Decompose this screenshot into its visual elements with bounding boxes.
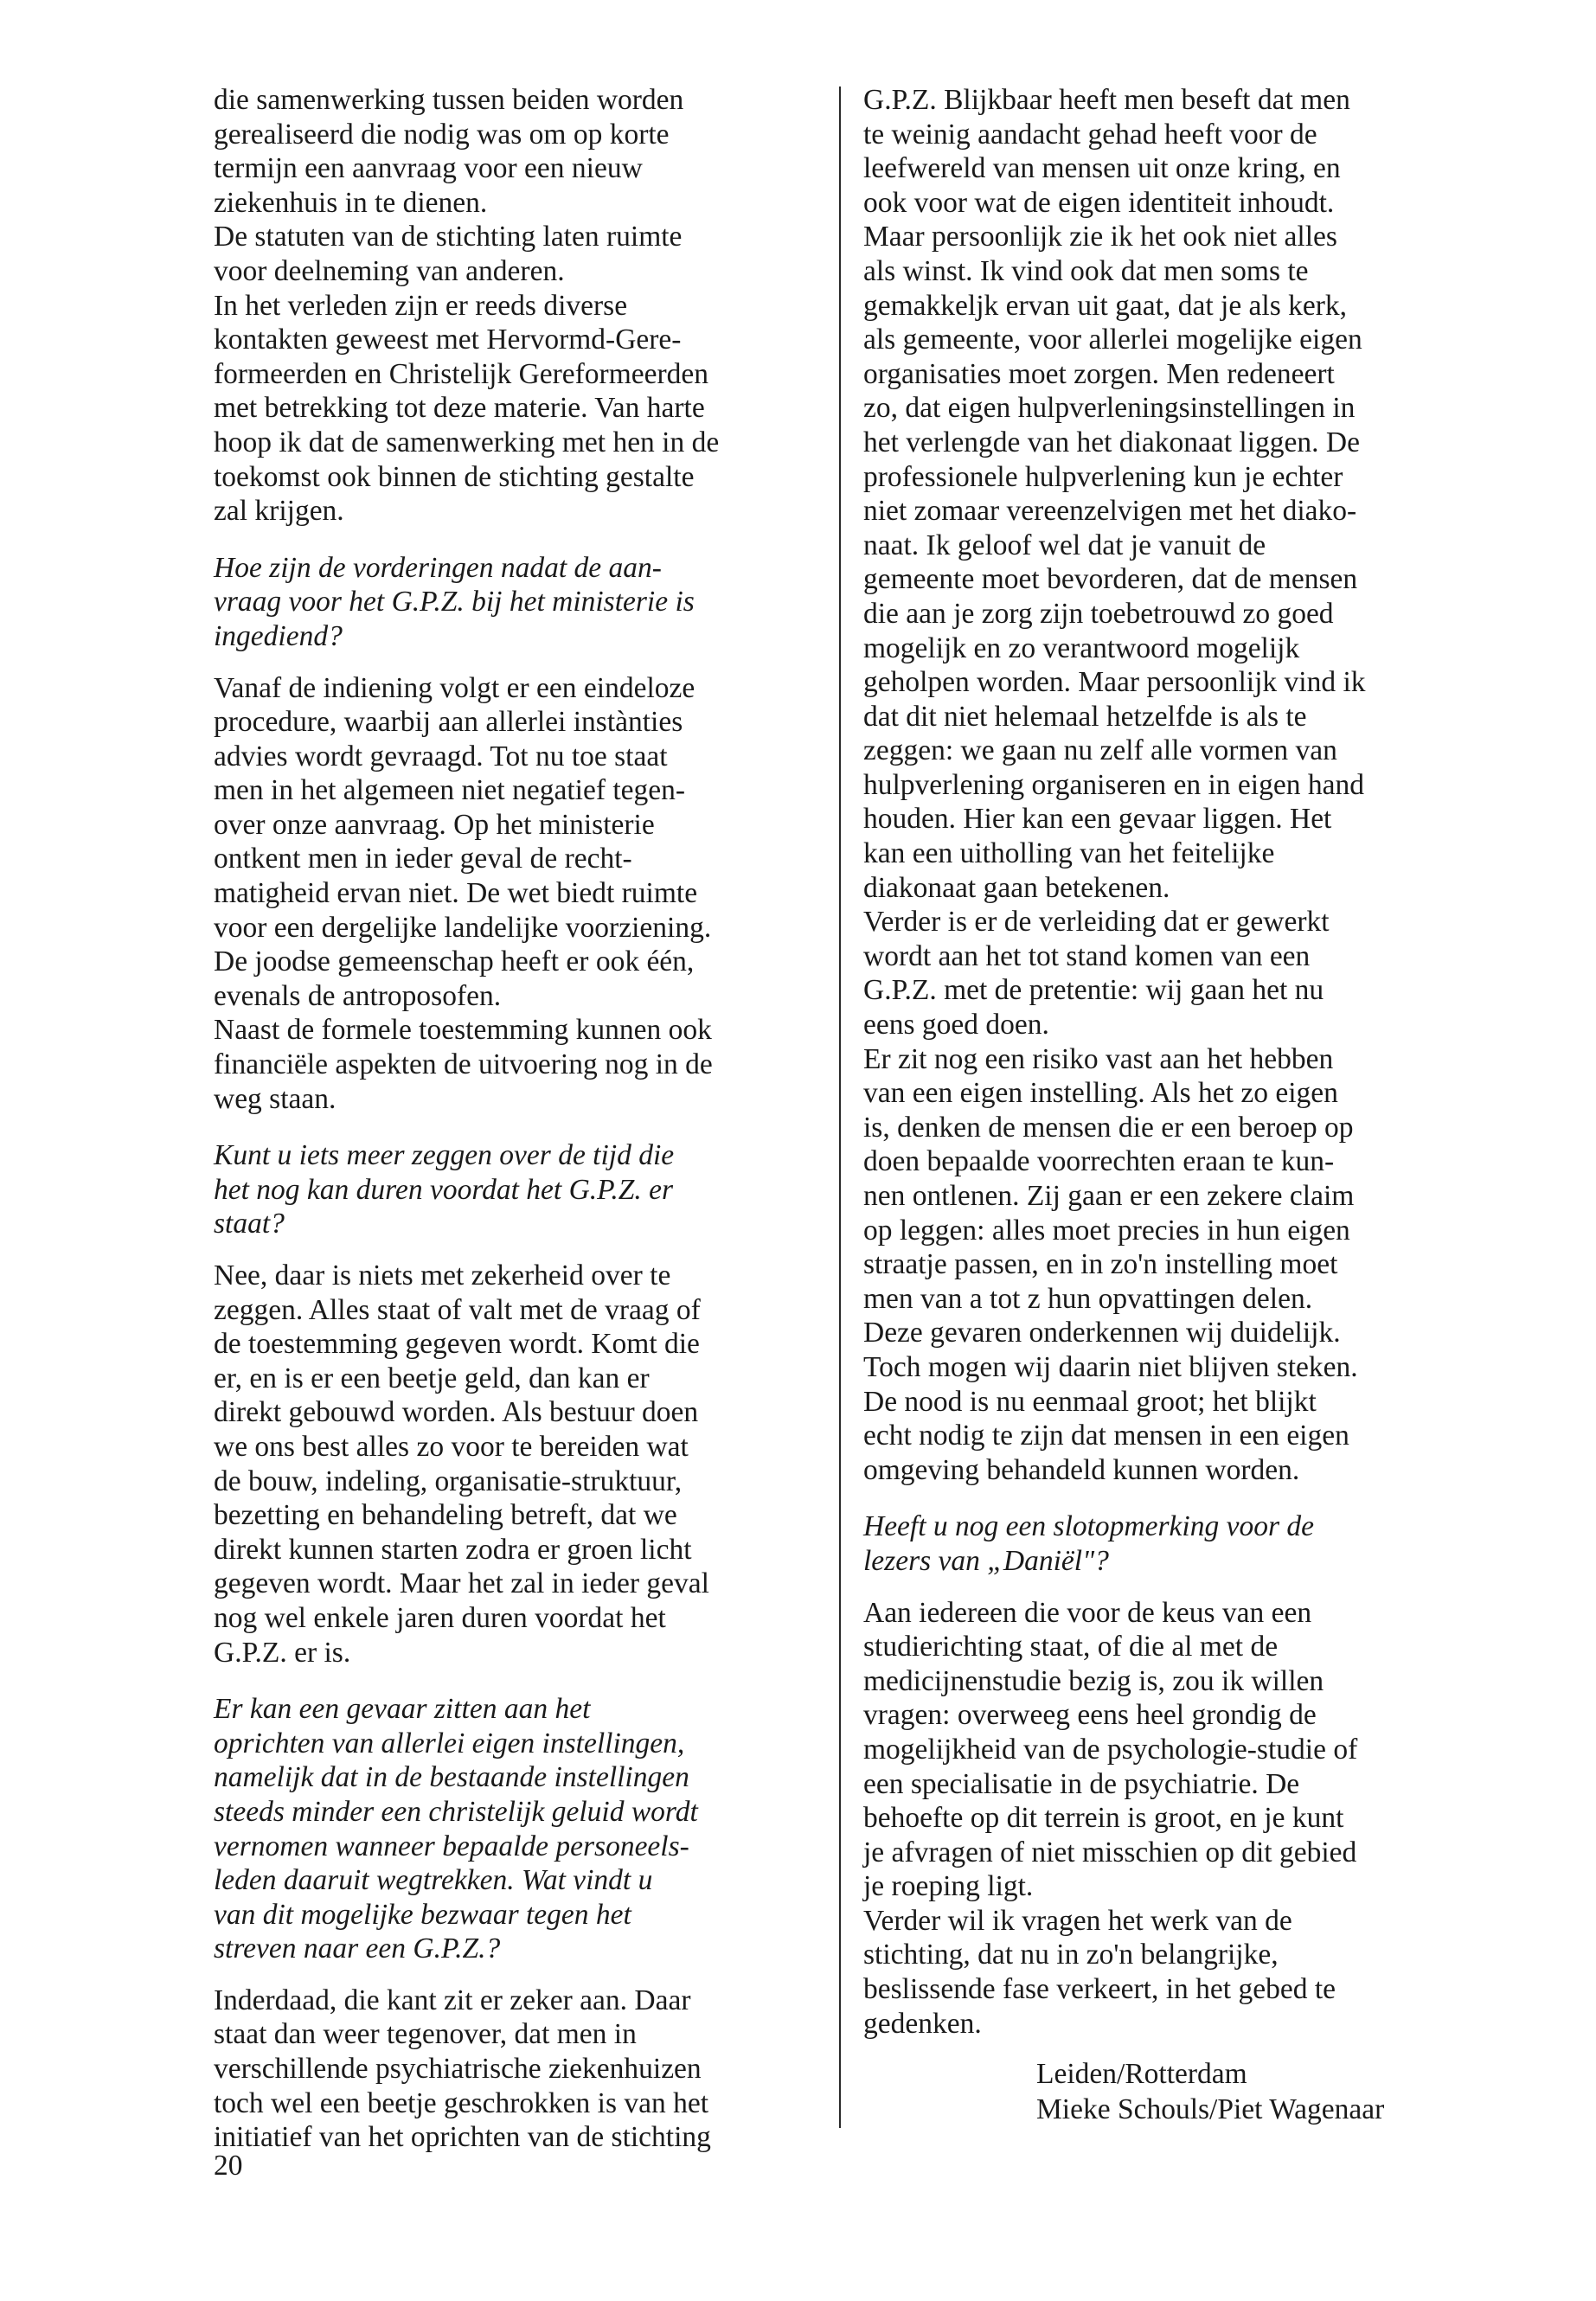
answer-risk-continued: G.P.Z. Blijkbaar heeft men beseft dat men te weinig aandacht gehad heeft voor de leefwereld van mensen uit onze kring, en ook voor wat de eigen identiteit inhoudt. Maar persoonlijk zie ik het ook niet alles als winst. Ik vind ook dat men soms te gemakkeljk ervan uit gaat, dat je als kerk, als gemeente, voor allerlei mogelijke eigen organisaties moet zorgen. Men redeneert zo, dat eigen hulpverleningsinstellingen in het verlengde van het diakonaat liggen. De professionele hulpverlening kun je echter niet zomaar vereenzelvigen met het diako- naat. Ik geloof wel dat je vanuit de gemeente moet bevorderen, dat de mensen die aan je zorg zijn toebetrouwd zo goed mogelijk en zo verantwoord mogelijk geholpen worden. Maar persoonlijk vind ik dat dit niet helemaal hetzelfde is als te zeggen: we gaan nu zelf alle vormen van hulpverlening organiseren en in eigen hand houden. Hier kan een gevaar liggen. Het kan een uitholling van het feitelijke diakonaat gaan betekenen. Verder is er de verleiding dat er gewerkt wordt aan het tot stand komen van een G.P.Z. met de pretentie: wij gaan het nu eens goed doen. Er zit nog een risiko vast aan het hebben van een eigen instelling. Als het zo eigen is, denken de mensen die er een beroep op doen bepaalde voorrechten eraan te kun- nen ontlenen. Zij gaan er een zekere claim op leggen: alles moet precies in hun eigen straatje passen, en in zo'n instelling moet men van a tot z hun opvattingen delen. Deze gevaren onderkennen wij duidelijk. Toch mogen wij daarin niet blijven steken. De nood is nu eenmaal groot; het blijkt echt nodig te zijn dat mensen in een eigen omgeving behandeld kunnen worden. — [863, 84, 1366, 1486]
signature — [1036, 2056, 1384, 2127]
right-column — [863, 83, 1473, 2041]
signature-place: Leiden/Rotterdam — [1036, 2058, 1247, 2090]
answer-risk: Inderdaad, die kant zit er zeker aan. Daar staat dan weer tegenover, dat men in verschillende psychiatrische ziekenhuizen toch wel een beetje geschrokken is van het initiatief van het oprichten van de stichting — [214, 1984, 711, 2154]
answer-progress: Vanaf de indiening volgt er een eindeloze procedure, waarbij aan allerlei instànties advies wordt gevraagd. Tot nu toe staat men in het algemeen niet negatief tegen- over onze aanvraag. Op het ministerie ontkent men in ieder geval de recht- matigheid ervan niet. De wet biedt ruimte voor een dergelijke landelijke voorziening. De joodse gemeenschap heeft er ook één, evenals de antroposofen. Naast de formele toestemming kunnen ook financiële aspekten de uitvoering nog in de weg staan. — [214, 671, 713, 1115]
column-divider — [839, 87, 841, 2128]
paragraph-intro: die samenwerking tussen beiden worden gerealiseerd die nodig was om op korte termijn een aanvraag voor een nieuw ziekenhuis in te dienen. De statuten van de stichting laten ruimte voor deelneming van anderen. In het verleden zijn er reeds diverse kontakten geweest met Hervormd-Gere- formeerden en Christelijk Gereformeerden met betrekking tot deze materie. Van harte hoop ik dat de samenwerking met hen in de toekomst ook binnen de stichting gestalte zal krijgen. — [214, 84, 720, 528]
question-closing-remark: Heeft u nog een slotopmerking voor de lezers van „Daniël"? — [863, 1510, 1314, 1577]
question-duration: Kunt u iets meer zeggen over de tijd die het nog kan duren voordat het G.P.Z. er staat? — [214, 1139, 675, 1240]
question-risk: Er kan een gevaar zitten aan het oprichten van allerlei eigen instellingen, namelijk dat in de bestaande instellingen steeds minder een christelijk geluid wordt vernomen wanneer bepaalde personeels- leden daaruit wegtrekken. Wat vindt u van dit mogelijke bezwaar tegen het streven naar een G.P.Z.? — [214, 1693, 698, 1965]
left-column — [214, 83, 832, 2155]
answer-duration: Nee, daar is niets met zekerheid over te zeggen. Alles staat of valt met de vraag of de toestemming gegeven wordt. Komt die er, en is er een beetje geld, dan kan er direkt gebouwd worden. Als bestuur doen we ons best alles zo voor te bereiden wat de bouw, indeling, organisatie-struktuur, bezetting en behandeling betreft, dat we direkt kunnen starten zodra er groen licht gegeven wordt. Maar het zal in ieder geval nog wel enkele jaren duren voordat het G.P.Z. er is. — [214, 1259, 709, 1669]
question-progress: Hoe zijn de vorderingen nadat de aan- vraag voor het G.P.Z. bij het ministerie is ingediend? — [214, 551, 695, 652]
page-number: 20 — [214, 2150, 243, 2182]
signature-names: Mieke Schouls/Piet Wagenaar — [1036, 2093, 1385, 2125]
answer-closing-remark: Aan iedereen die voor de keus van een studierichting staat, of die al met de medicijnenstudie bezig is, zou ik willen vragen: overweeg eens heel grondig de mogelijkheid van de psychologie-studie of een specialisatie in de psychiatrie. De behoefte op dit terrein is groot, en je kunt je afvragen of niet misschien op dit gebied je roeping ligt. Verder wil ik vragen het werk van de stichting, dat nu in zo'n belangrijke, beslissende fase verkeert, in het gebed te gedenken. — [863, 1596, 1358, 2040]
